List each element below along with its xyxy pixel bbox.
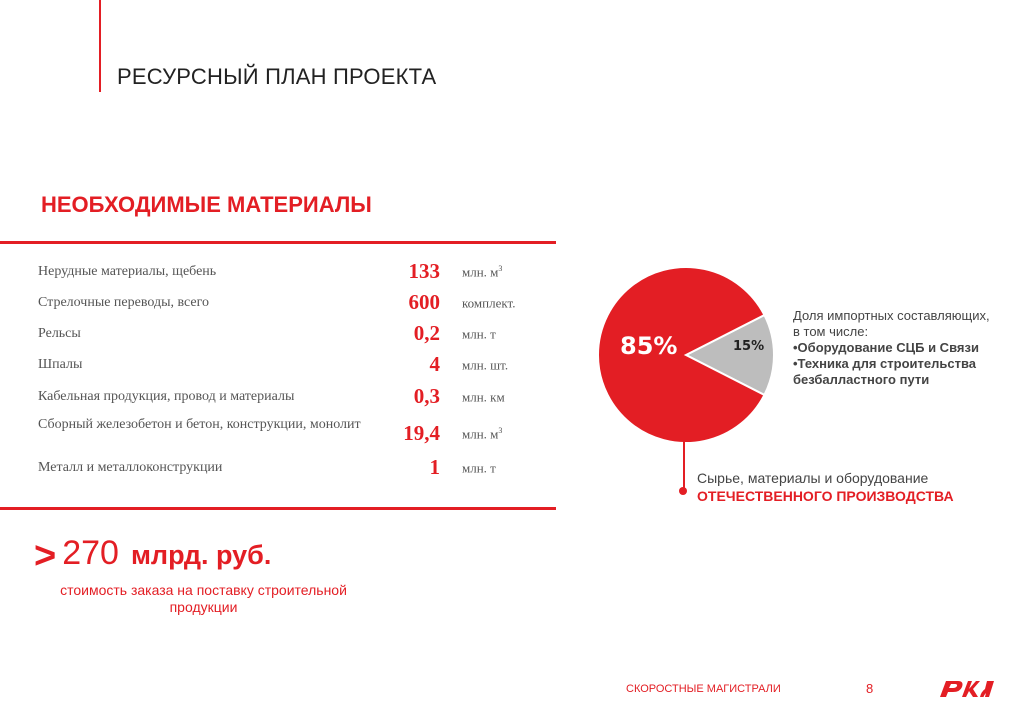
domestic-note-line: Сырье, материалы и оборудование xyxy=(697,470,929,486)
cost-amount: 270 xyxy=(62,534,119,572)
material-unit: млн. км xyxy=(462,389,505,405)
page-title: РЕСУРСНЫЙ ПЛАН ПРОЕКТА xyxy=(117,64,437,89)
material-name: Нерудные материалы, щебень xyxy=(38,264,217,279)
material-unit: комплект. xyxy=(462,295,516,311)
material-unit: млн. шт. xyxy=(462,357,509,373)
callout-line xyxy=(683,430,685,490)
domestic-note-emphasis: ОТЕЧЕСТВЕННОГО ПРОИЗВОДСТВА xyxy=(697,488,954,504)
rzd-logo xyxy=(936,675,996,706)
import-note-item: •Оборудование СЦБ и Связи xyxy=(793,340,979,355)
materials-row xyxy=(38,259,558,285)
cost-unit: млрд. руб. xyxy=(130,540,272,570)
import-note-line: в том числе: xyxy=(793,324,869,339)
material-unit: млн. $м^3$ xyxy=(462,264,503,280)
cost-caption: стоимость заказа на поставку строительной продукции xyxy=(60,582,347,615)
materials-row xyxy=(38,455,558,481)
material-value: 1 xyxy=(429,455,440,479)
material-name: Стрелочные переводы, всего xyxy=(38,295,210,310)
cost-headline xyxy=(34,534,271,578)
materials-row xyxy=(38,384,558,410)
table-bottom-divider xyxy=(0,507,556,510)
material-value: 19,4 xyxy=(403,421,440,445)
material-value: 4 xyxy=(429,352,440,376)
material-value: 600 xyxy=(408,290,440,314)
pie-label-domestic: 85% xyxy=(620,332,678,360)
domestic-note xyxy=(697,469,954,505)
section-title: НЕОБХОДИМЫЕ МАТЕРИАЛЫ xyxy=(41,192,372,217)
callout-dot xyxy=(679,487,687,495)
material-name: Сборный железобетон и бетон, конструкции, монолит xyxy=(38,417,361,432)
materials-row xyxy=(38,321,558,347)
import-note-line: Доля импортных составляющих, xyxy=(793,308,990,323)
materials-row xyxy=(38,290,558,316)
pie-label-import: 15% xyxy=(733,339,765,354)
material-value: 0,3 xyxy=(413,384,440,408)
material-name: Кабельная продукция, провод и материалы xyxy=(38,389,295,404)
materials-row xyxy=(38,412,558,452)
table-top-divider xyxy=(0,241,556,244)
page-number: 8 xyxy=(866,681,874,696)
import-note-item: •Техника для строительства безбалластного пути xyxy=(793,356,976,387)
material-unit: млн. $м^3$ xyxy=(462,426,503,442)
header-accent-line xyxy=(99,0,101,92)
material-value: 0,2 xyxy=(413,321,440,345)
rzd-logo-icon xyxy=(936,675,996,701)
material-unit: млн. т xyxy=(462,326,496,342)
material-name: Рельсы xyxy=(38,326,81,341)
material-name: Металл и металлоконструкции xyxy=(38,460,223,475)
greater-than-icon: > xyxy=(34,535,57,577)
footer-label: СКОРОСТНЫЕ МАГИСТРАЛИ xyxy=(626,683,781,695)
material-value: 133 xyxy=(408,259,440,283)
material-unit: млн. т xyxy=(462,460,496,476)
material-name: Шпалы xyxy=(38,357,83,372)
import-note xyxy=(793,308,1023,388)
materials-row xyxy=(38,352,558,378)
